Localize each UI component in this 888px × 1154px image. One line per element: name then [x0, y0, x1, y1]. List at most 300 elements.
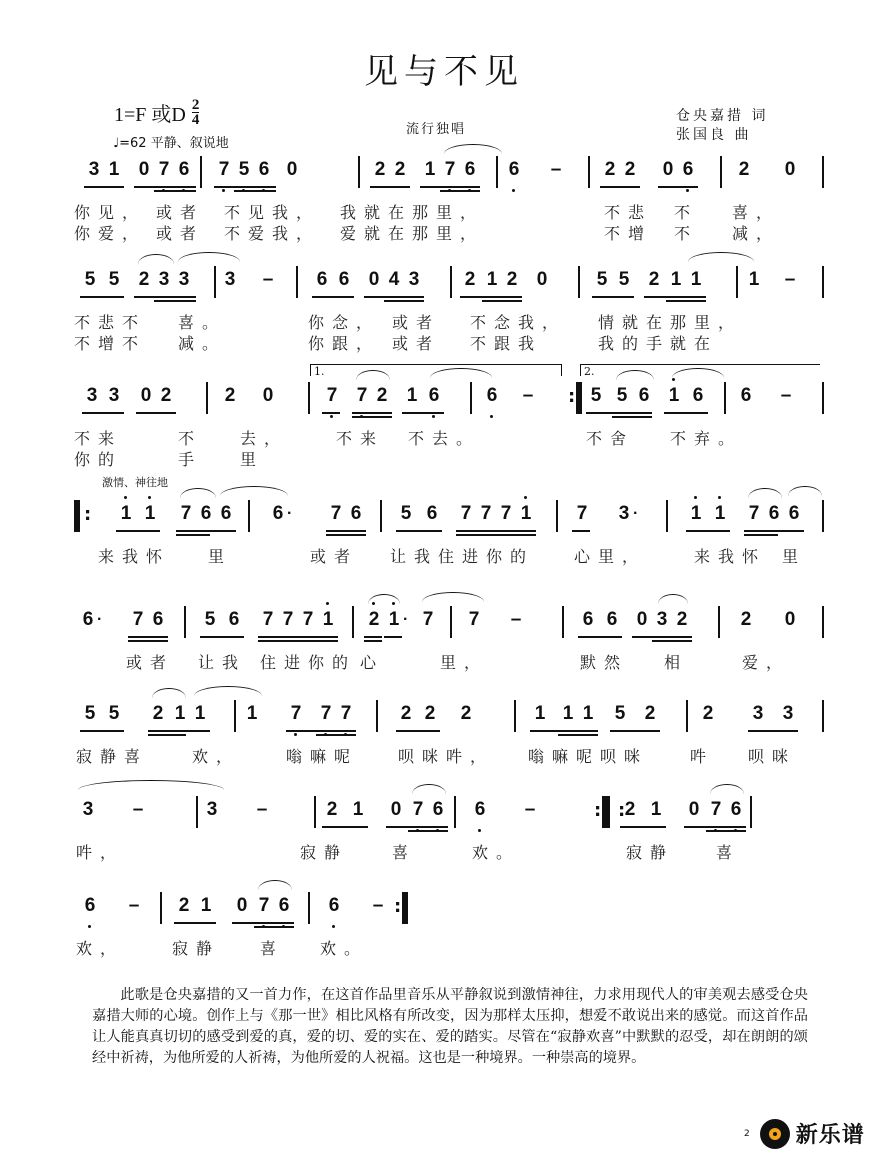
note	[260, 384, 276, 408]
repeat-end-barline	[576, 382, 582, 414]
note	[366, 268, 382, 292]
lyric-syllable: 不舍	[586, 429, 635, 448]
staff-system	[74, 152, 824, 242]
note-digit: 7	[258, 895, 270, 916]
lyric-syllable: 不悲不	[74, 313, 147, 332]
note	[782, 608, 798, 632]
note	[84, 384, 100, 408]
note	[406, 268, 422, 292]
note-digit: 2	[624, 799, 636, 820]
note	[646, 268, 662, 292]
low-octave-dot	[490, 415, 493, 418]
note-digit: 2	[648, 269, 660, 290]
note-digit: 0	[286, 159, 298, 180]
note	[680, 158, 696, 182]
lyric-syllable: 喜	[260, 939, 285, 958]
note	[150, 608, 166, 632]
note	[442, 158, 458, 182]
note-digit: 6	[638, 385, 650, 406]
augmentation-dot: ·	[97, 611, 103, 628]
low-octave-dot	[330, 415, 333, 418]
note	[518, 502, 534, 526]
lyric-syllable: 寂静	[626, 843, 675, 862]
note	[462, 268, 478, 292]
lyric-syllable: 欢，	[192, 747, 241, 766]
lyric-syllable: 你爱，	[74, 224, 147, 243]
beam-underline	[386, 826, 448, 828]
lyric-syllable: 来我怀	[694, 547, 767, 566]
brand-logo-text: 新乐谱	[795, 1123, 865, 1148]
key-signature	[114, 98, 199, 127]
beam-underline	[586, 412, 652, 414]
barline	[562, 606, 564, 638]
lyric-syllable: 减，	[732, 224, 781, 243]
lyric-syllable: 让我	[198, 653, 247, 672]
slur-arc	[368, 594, 400, 604]
note-digit: 7	[468, 609, 480, 630]
note	[548, 158, 564, 182]
note	[420, 608, 436, 632]
beam-underline	[134, 186, 196, 188]
note	[736, 158, 752, 182]
note	[462, 158, 478, 182]
note-digit: 5	[204, 609, 216, 630]
beam-underline	[396, 530, 442, 532]
note-digit: 1	[246, 703, 258, 724]
note-digit: 2	[400, 703, 412, 724]
beam-underline	[286, 730, 356, 732]
note	[478, 502, 494, 526]
note-digit: 0	[140, 385, 152, 406]
note	[318, 702, 334, 726]
beam-underline	[326, 534, 366, 536]
note	[622, 158, 638, 182]
note-digit: 1	[668, 385, 680, 406]
slur-arc	[788, 486, 822, 496]
note	[574, 502, 590, 526]
staff-system	[74, 262, 824, 352]
lyric-syllable: 你念，	[308, 313, 381, 332]
note	[504, 268, 520, 292]
note	[326, 894, 342, 918]
note-digit: 6	[508, 159, 520, 180]
note-digit: –	[550, 159, 562, 180]
lyric-syllable: 心	[360, 653, 385, 672]
note	[82, 268, 98, 292]
composer-credit: 张国良 曲	[676, 127, 752, 143]
beam-underline	[612, 416, 652, 418]
beam-underline	[326, 530, 366, 532]
note	[484, 384, 500, 408]
note-digit: 6	[464, 159, 476, 180]
beam-underline	[744, 530, 804, 532]
note-digit: 1	[690, 503, 702, 524]
note-digit: 0	[536, 269, 548, 290]
note	[226, 608, 242, 632]
lyric-line	[74, 426, 824, 447]
note	[654, 608, 670, 632]
note	[522, 798, 538, 822]
note-digit: 5	[400, 503, 412, 524]
beam-underline	[80, 730, 124, 732]
slur-arc	[444, 144, 502, 154]
lyric-syllable: 不弃。	[670, 429, 743, 448]
note-digit: 1	[714, 503, 726, 524]
beam-underline	[644, 296, 706, 298]
note-digit: 2	[152, 703, 164, 724]
note	[198, 502, 214, 526]
note-digit: 6	[692, 385, 704, 406]
note-digit: 1	[108, 159, 120, 180]
lyric-syllable: 或者	[126, 653, 175, 672]
note	[602, 158, 618, 182]
lyric-line	[74, 744, 824, 765]
note-digit: –	[372, 895, 384, 916]
barline	[724, 382, 726, 414]
lyric-line	[74, 310, 824, 331]
lyric-syllable: 不爱我，	[224, 224, 321, 243]
note-digit: 1	[352, 799, 364, 820]
beam-underline	[558, 734, 598, 736]
beam-underline	[600, 186, 640, 188]
note-digit: 7	[444, 159, 456, 180]
note-digit: 7	[218, 159, 230, 180]
barline	[556, 500, 558, 532]
lyric-syllable: 你跟，	[308, 334, 381, 353]
note-digit: 6	[272, 503, 284, 524]
note-digit: 0	[368, 269, 380, 290]
barline	[358, 156, 360, 188]
note	[324, 384, 340, 408]
lyric-line	[74, 544, 824, 565]
lyric-syllable: 不去。	[408, 429, 481, 448]
note-digit: 5	[108, 703, 120, 724]
note	[766, 502, 782, 526]
note	[236, 158, 252, 182]
note	[350, 798, 366, 822]
note	[386, 268, 402, 292]
note	[178, 502, 194, 526]
note	[136, 158, 152, 182]
lyric-syllable: 嗡嘛呢	[286, 747, 359, 766]
barline	[470, 382, 472, 414]
lyric-syllable: 爱就在那里，	[340, 224, 485, 243]
note-digit: 2	[460, 703, 472, 724]
note-digit: 7	[422, 609, 434, 630]
barline	[822, 700, 824, 732]
note	[594, 268, 610, 292]
barline	[214, 266, 216, 298]
note-digit: 1	[120, 503, 132, 524]
beam-underline	[460, 296, 522, 298]
lyric-syllable: 去，	[240, 429, 289, 448]
note-digit: 2	[506, 269, 518, 290]
note-digit: 6	[768, 503, 780, 524]
note	[150, 702, 166, 726]
lyric-syllable: 或者	[156, 203, 205, 222]
note-digit: 0	[236, 895, 248, 916]
note	[280, 608, 296, 632]
note	[388, 798, 404, 822]
note-digit: 0	[390, 799, 402, 820]
barline	[720, 156, 722, 188]
barline	[686, 700, 688, 732]
note-digit: 6	[178, 159, 190, 180]
note	[222, 268, 238, 292]
note	[300, 608, 316, 632]
note-digit: 0	[138, 159, 150, 180]
note-digit: 7	[132, 609, 144, 630]
note	[746, 268, 762, 292]
note-digit: 3	[206, 799, 218, 820]
notation-line	[74, 888, 824, 936]
note	[324, 798, 340, 822]
barline	[314, 796, 316, 828]
slur-arc	[688, 252, 754, 262]
notation-line	[74, 152, 824, 200]
note-digit: 0	[784, 609, 796, 630]
beam-underline	[116, 530, 160, 532]
note	[410, 798, 426, 822]
note	[430, 798, 446, 822]
repeat-start-barline	[74, 500, 80, 532]
note-digit: 7	[356, 385, 368, 406]
beam-underline	[154, 300, 196, 302]
note-digit: 5	[84, 703, 96, 724]
barline	[822, 606, 824, 638]
note-digit: 1	[534, 703, 546, 724]
note-digit: 7	[330, 503, 342, 524]
note	[244, 702, 260, 726]
beam-underline	[254, 926, 294, 928]
note	[604, 608, 620, 632]
barline	[450, 606, 452, 638]
beam-underline	[258, 640, 338, 642]
note	[712, 502, 728, 526]
note	[156, 268, 172, 292]
note	[142, 502, 158, 526]
note-digit: 2	[740, 609, 752, 630]
note-digit: 7	[290, 703, 302, 724]
note-digit: 2	[702, 703, 714, 724]
note	[642, 702, 658, 726]
beam-underline	[666, 300, 706, 302]
note	[80, 608, 103, 632]
lyric-syllable: 不	[178, 429, 203, 448]
lyric-syllable: 住进你的	[260, 653, 357, 672]
slur-arc	[412, 784, 446, 794]
lyric-syllable: 喜	[716, 843, 741, 862]
note	[106, 158, 122, 182]
note-digit: 2	[326, 799, 338, 820]
note	[202, 608, 218, 632]
note	[398, 502, 414, 526]
note-digit: 7	[460, 503, 472, 524]
lyric-syllable: 情就在那里，	[598, 313, 743, 332]
lyric-line	[74, 200, 824, 221]
beam-underline	[316, 734, 356, 736]
note-digit: 7	[320, 703, 332, 724]
credits	[676, 107, 768, 145]
note-digit: 4	[388, 269, 400, 290]
barline	[822, 266, 824, 298]
beam-underline	[84, 186, 124, 188]
note-digit: –	[784, 269, 796, 290]
note	[404, 384, 420, 408]
note-digit: 3	[618, 503, 630, 524]
note	[458, 502, 474, 526]
note	[666, 384, 682, 408]
note-digit: 7	[180, 503, 192, 524]
beam-underline	[136, 412, 176, 414]
note-digit: 2	[424, 703, 436, 724]
low-octave-dot	[88, 925, 91, 928]
barline	[248, 500, 250, 532]
lyric-line	[74, 331, 824, 352]
note-digit: 3	[752, 703, 764, 724]
beam-underline	[384, 300, 424, 302]
note-digit: 1	[486, 269, 498, 290]
note	[612, 702, 628, 726]
volta-bracket: 2.	[580, 364, 820, 376]
note	[234, 894, 250, 918]
barline	[160, 892, 162, 924]
beam-underline	[234, 190, 276, 192]
note	[708, 798, 724, 822]
note	[580, 702, 596, 726]
note-digit: 7	[158, 159, 170, 180]
note	[338, 702, 354, 726]
note	[738, 608, 754, 632]
description-paragraph: 此歌是仓央嘉措的又一首力作，在这首作品里音乐从平静叙说到激情神往，力求用现代人的审美观去感受仓央嘉措大师的心境。创作上与《那一世》相比风格有所改变，因为那样太压抑，想爱不敢说出来的感觉。而这首作品让人能真真切切的感受到爱的真，爱的切、爱的实在、爱的踏实。尽管在“寂静欢喜”中默默的忍受，却在朗朗的颂经中祈祷，为他所爱的人祈祷，为他所爱的人祝福。这也是一种境界。一种崇高的境界。	[92, 987, 808, 1066]
note	[256, 894, 272, 918]
notation-line	[74, 602, 824, 650]
note	[354, 384, 370, 408]
staff-system	[74, 792, 824, 861]
note-digit: –	[132, 799, 144, 820]
beam-underline	[364, 296, 424, 298]
beam-underline	[134, 296, 196, 298]
barline	[588, 156, 590, 188]
note-digit: 1	[424, 159, 436, 180]
note-digit: 7	[500, 503, 512, 524]
note-digit: 2	[644, 703, 656, 724]
note	[508, 608, 524, 632]
note-digit: 3	[782, 703, 794, 724]
note-digit: 0	[784, 159, 796, 180]
note	[780, 702, 796, 726]
note-digit: 6	[338, 269, 350, 290]
beam-underline	[176, 534, 210, 536]
note-digit: 5	[596, 269, 608, 290]
note-digit: 1	[690, 269, 702, 290]
low-octave-dot	[432, 415, 435, 418]
high-octave-dot	[124, 496, 127, 499]
beam-underline	[482, 300, 522, 302]
note-digit: 2	[676, 609, 688, 630]
beam-underline	[420, 186, 480, 188]
beam-underline	[364, 636, 382, 638]
note-digit: 1	[200, 895, 212, 916]
note	[198, 894, 214, 918]
beam-underline	[352, 416, 392, 418]
lyric-syllable: 我就在那里，	[340, 203, 485, 222]
note-digit: –	[780, 385, 792, 406]
beam-underline	[572, 530, 590, 532]
note	[472, 798, 488, 822]
note-digit: –	[524, 799, 536, 820]
note	[336, 268, 352, 292]
note	[534, 268, 550, 292]
note-digit: 2	[368, 609, 380, 630]
note	[782, 268, 798, 292]
note-digit: 2	[160, 385, 172, 406]
note-digit: 7	[340, 703, 352, 724]
note	[370, 894, 386, 918]
note-digit: –	[256, 799, 268, 820]
lyric-syllable: 欢。	[472, 843, 521, 862]
lyric-syllable: 欢。	[320, 939, 369, 958]
note	[484, 268, 500, 292]
staff-system	[74, 696, 824, 765]
note-digit: 3	[408, 269, 420, 290]
note-digit: 2	[738, 159, 750, 180]
note-digit: 3	[656, 609, 668, 630]
lyric-syllable: 不	[674, 203, 699, 222]
note-digit: 1	[406, 385, 418, 406]
note	[392, 158, 408, 182]
tempo-marking: ♩=62 平静、叙说地	[113, 136, 229, 151]
note	[158, 384, 174, 408]
barline	[196, 796, 198, 828]
note	[634, 608, 650, 632]
note	[118, 502, 134, 526]
note	[138, 384, 154, 408]
lyric-line	[74, 840, 824, 861]
lyric-syllable: 喜，	[732, 203, 781, 222]
beam-underline	[578, 636, 622, 638]
note-digit: 2	[138, 269, 150, 290]
note-digit: 6	[228, 609, 240, 630]
beam-underline	[440, 190, 480, 192]
note-digit: –	[128, 895, 140, 916]
beam-underline	[312, 296, 354, 298]
note	[270, 502, 293, 526]
note	[616, 268, 632, 292]
note-digit: 3	[224, 269, 236, 290]
note-digit: 6	[486, 385, 498, 406]
note	[690, 384, 706, 408]
note-digit: 2	[394, 159, 406, 180]
note-digit: 1	[582, 703, 594, 724]
note	[130, 608, 146, 632]
note	[176, 268, 192, 292]
beam-underline	[652, 640, 692, 642]
note	[674, 608, 690, 632]
note-digit: 5	[616, 385, 628, 406]
beam-underline	[128, 636, 168, 638]
lyric-syllable: 不增不	[74, 334, 147, 353]
note-digit: 2	[624, 159, 636, 180]
song-description	[92, 985, 808, 1069]
lyric-syllable: 里	[208, 547, 233, 566]
lyric-syllable: 嗡嘛呢呗咪	[528, 747, 649, 766]
note-digit: 6	[152, 609, 164, 630]
barline	[234, 700, 236, 732]
lyric-syllable: 吽，	[76, 843, 125, 862]
lyric-syllable: 不见我，	[224, 203, 321, 222]
note	[750, 702, 766, 726]
